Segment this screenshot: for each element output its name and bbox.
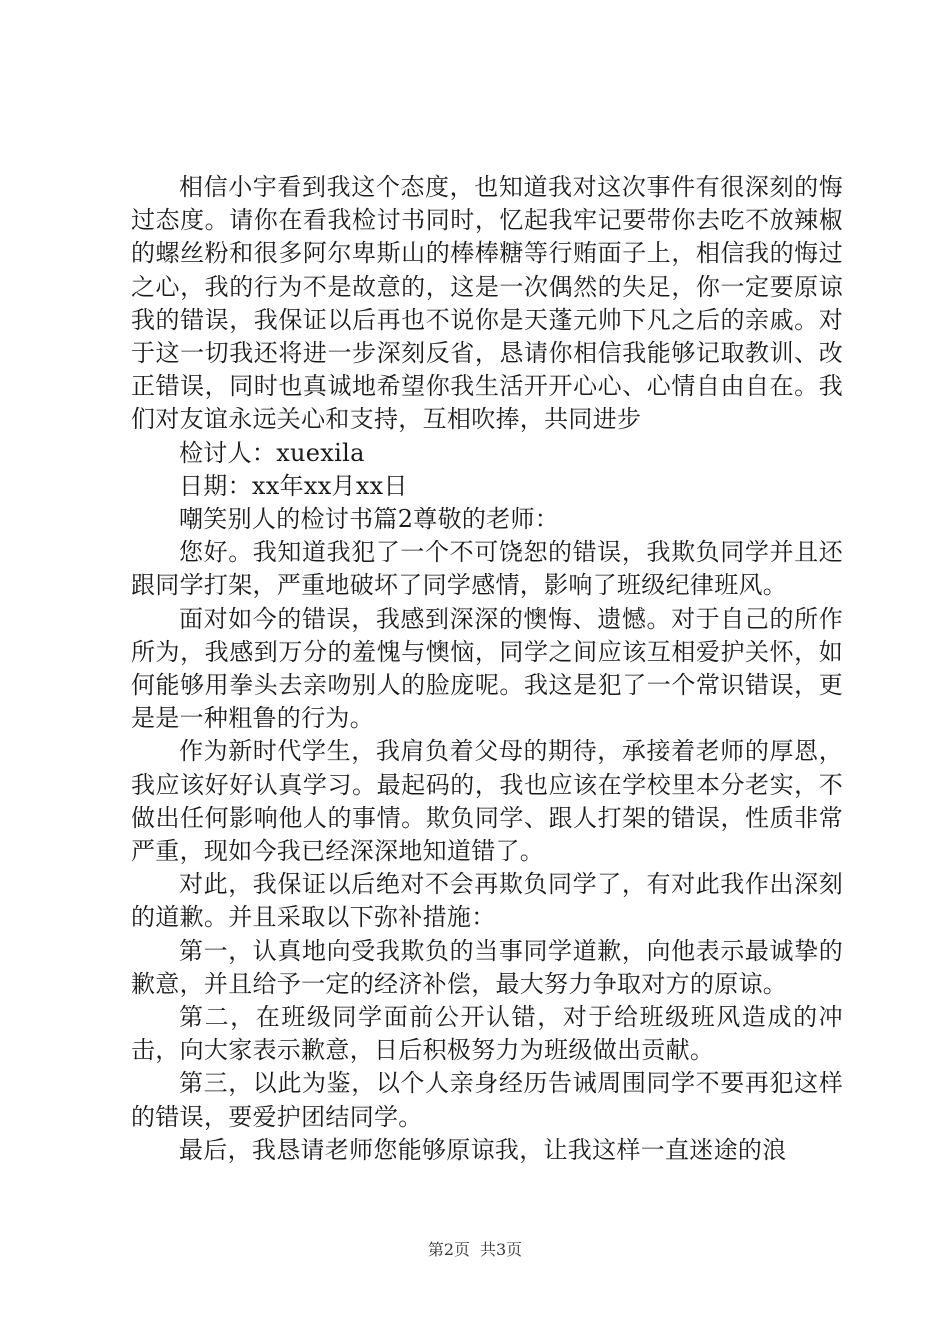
body-paragraph: 面对如今的错误，我感到深深的懊悔、遗憾。对于自己的所作所为，我感到万分的羞愧与懊恼，同学之间应该互相爱护关怀，如何能够用拳头去亲吻别人的脸庞呢。我这是犯了一个常识错误，更是是一种粗鲁的行为。: [131, 604, 843, 733]
body-paragraph: 第一，认真地向受我欺负的当事同学道歉，向他表示最诚挚的歉意，并且给予一定的经济补偿，最大努力争取对方的原谅。: [131, 936, 843, 998]
body-paragraph: 第二，在班级同学面前公开认错，对于给班级班风造成的冲击，向大家表示歉意，日后积极努力为班级做出贡献。: [131, 1003, 843, 1065]
body-paragraph: 您好。我知道我犯了一个不可饶恕的错误，我欺负同学并且还跟同学打架，严重地破坏了同学感情，影响了班级纪律班风。: [131, 538, 843, 600]
date-line: 日期：xx年xx月xx日: [179, 471, 408, 500]
document-body: [131, 171, 843, 1167]
page-number: 第2页: [427, 1240, 470, 1259]
page-footer: [0, 1240, 950, 1260]
body-paragraph: 相信小宇看到我这个态度，也知道我对这次事件有很深刻的悔过态度。请你在看我检讨书同时，忆起我牢记要带你去吃不放辣椒的螺丝粉和很多阿尔卑斯山的棒棒糖等行贿面子上，相信我的悔过之心，我的行为不是故意的，这是一次偶然的失足，你一定要原谅我的错误，我保证以后再也不说你是天蓬元帅下凡之后的亲戚。对于这一切我还将进一步深刻反省，恳请你相信我能够记取教训、改正错误，同时也真诚地希望你我生活开开心心、心情自由自在。我们对友谊永远关心和支持，互相吹捧，共同进步: [131, 173, 843, 434]
page-total: 共3页: [480, 1240, 523, 1259]
body-paragraph: 对此，我保证以后绝对不会再欺负同学了，有对此我作出深刻的道歉。并且采取以下弥补措施：: [131, 870, 843, 932]
body-paragraph: 最后，我恳请老师您能够原谅我，让我这样一直迷途的浪: [179, 1135, 787, 1164]
signature-line: 检讨人：xuexila: [179, 438, 365, 467]
body-paragraph: 第三，以此为鉴，以个人亲身经历告诫周围同学不要再犯这样的错误，要爱护团结同学。: [131, 1069, 843, 1131]
body-paragraph: 作为新时代学生，我肩负着父母的期待，承接着老师的厚恩，我应该好好认真学习。最起码的，我也应该在学校里本分老实，不做出任何影响他人的事情。欺负同学、跟人打架的错误，性质非常严重，现如今我已经深深地知道错了。: [131, 737, 843, 866]
section-heading: 嘲笑别人的检讨书篇2尊敬的老师：: [179, 505, 560, 534]
